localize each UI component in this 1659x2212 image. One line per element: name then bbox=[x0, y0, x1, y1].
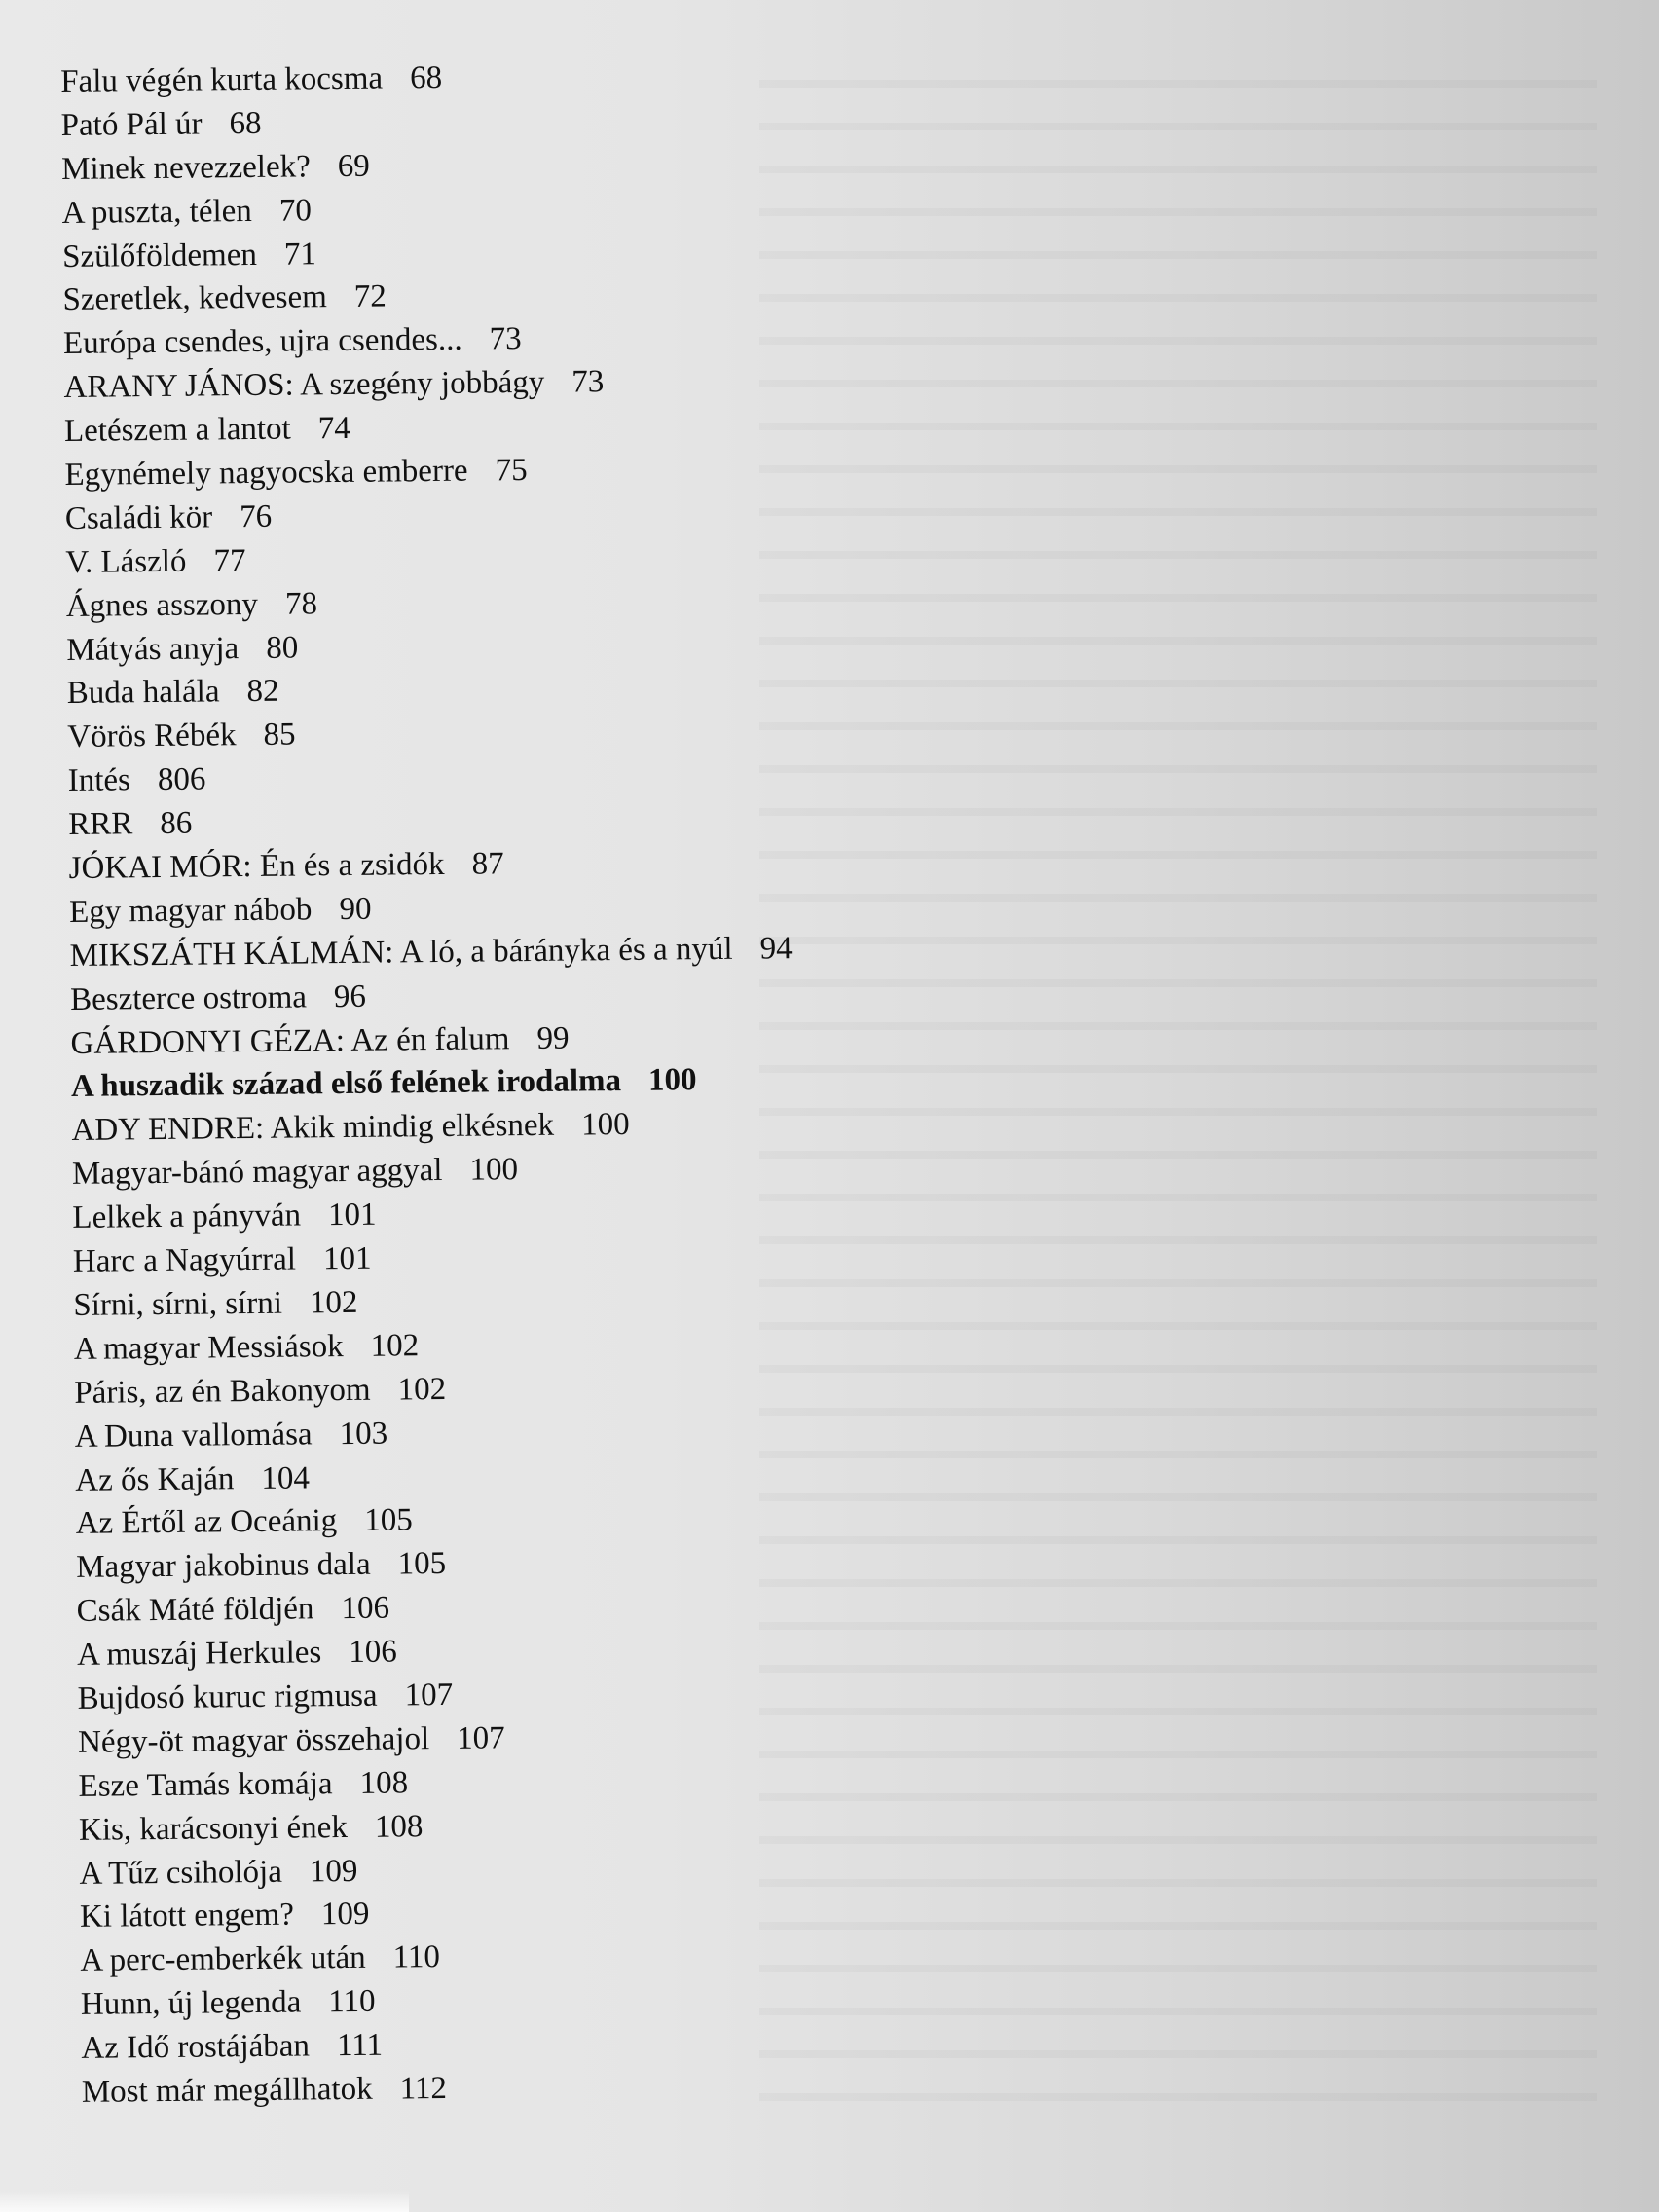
page-number: 110 bbox=[328, 1983, 376, 2020]
page-number: 96 bbox=[333, 978, 367, 1014]
entry-title: A magyar Messiások bbox=[73, 1328, 344, 1367]
entry-title: Az Értől az Oceánig bbox=[75, 1503, 338, 1542]
page-number: 112 bbox=[399, 2070, 448, 2107]
page-number: 100 bbox=[469, 1152, 519, 1188]
entry-title: Európa csendes, ujra csendes... bbox=[62, 322, 462, 362]
entry-title: Beszterce ostroma bbox=[69, 979, 308, 1017]
entry-title: Hunn, új legenda bbox=[80, 1984, 302, 2023]
entry-title: A Duna vallomása bbox=[74, 1416, 313, 1455]
page-number: 73 bbox=[571, 364, 605, 400]
page-number: 100 bbox=[647, 1062, 697, 1099]
entry-title: Magyar-bánó magyar aggyal bbox=[71, 1153, 443, 1193]
entry-title: Vörös Rébék bbox=[67, 718, 237, 756]
entry-title: Páris, az én Bakonyom bbox=[74, 1372, 371, 1411]
entry-title: Mátyás anyja bbox=[66, 630, 240, 668]
page-number: 111 bbox=[336, 2027, 384, 2064]
entry-title: Szeretlek, kedvesem bbox=[62, 279, 327, 318]
page-number: 105 bbox=[397, 1546, 447, 1582]
table-of-contents bbox=[60, 51, 1055, 2115]
page-number: 107 bbox=[404, 1677, 454, 1714]
entry-title: Egynémely nagyocska emberre bbox=[64, 453, 468, 493]
entry-title: Most már megállhatok bbox=[81, 2071, 373, 2110]
page-number: 94 bbox=[759, 930, 793, 967]
page-number: 806 bbox=[157, 761, 206, 798]
page-number: 72 bbox=[353, 278, 387, 315]
entry-title: Ágnes asszony bbox=[65, 586, 259, 624]
page-number: 73 bbox=[489, 321, 522, 357]
entry-title: V. László bbox=[65, 543, 187, 580]
entry-title: Buda halála bbox=[66, 674, 220, 712]
entry-title: Az ős Kaján bbox=[75, 1460, 235, 1498]
entry-title: ADY ENDRE: Akik mindig elkésnek bbox=[71, 1108, 555, 1149]
page-number: 70 bbox=[278, 192, 313, 229]
page-number: 109 bbox=[309, 1853, 358, 1889]
page-number: 102 bbox=[397, 1371, 447, 1408]
page-number: 90 bbox=[339, 891, 372, 927]
page-number: 75 bbox=[495, 453, 528, 489]
page-number: 103 bbox=[339, 1416, 388, 1452]
entry-title: Szülőföldemen bbox=[61, 237, 258, 275]
page-number: 68 bbox=[409, 59, 443, 96]
watermark bbox=[0, 2191, 409, 2212]
page-number: 102 bbox=[370, 1328, 420, 1364]
entry-title: A Tűz csiholója bbox=[79, 1854, 283, 1892]
entry-title: A muszáj Herkules bbox=[76, 1635, 322, 1673]
entry-title: Intés bbox=[67, 762, 131, 799]
entry-title: Sírni, sírni, sírni bbox=[73, 1285, 283, 1323]
entry-title: A puszta, télen bbox=[61, 193, 253, 231]
entry-title: JÓKAI MÓR: Én és a zsidók bbox=[68, 846, 445, 886]
page-number: 99 bbox=[536, 1020, 570, 1056]
entry-title: Bujdosó kuruc rigmusa bbox=[77, 1677, 378, 1716]
page-number: 74 bbox=[317, 411, 350, 447]
page-number: 109 bbox=[320, 1897, 370, 1933]
entry-title: Egy magyar nábob bbox=[68, 892, 313, 930]
page-number: 71 bbox=[283, 236, 317, 273]
toc-entry bbox=[82, 2060, 1055, 2114]
page-number: 100 bbox=[580, 1107, 630, 1143]
page-number: 101 bbox=[322, 1240, 372, 1277]
entry-title: Családi kör bbox=[64, 499, 213, 536]
page-number: 110 bbox=[392, 1939, 441, 1975]
entry-title: GÁRDONYI GÉZA: Az én falum bbox=[70, 1020, 510, 1061]
page-number: 102 bbox=[309, 1284, 358, 1321]
entry-title: Magyar jakobinus dala bbox=[76, 1547, 371, 1586]
page-number: 106 bbox=[341, 1590, 390, 1627]
page-number: 86 bbox=[160, 805, 193, 842]
entry-title: ARANY JÁNOS: A szegény jobbágy bbox=[63, 365, 545, 406]
page-number: 101 bbox=[327, 1197, 377, 1234]
page-number: 82 bbox=[246, 674, 279, 710]
page-number: 105 bbox=[364, 1502, 413, 1539]
entry-title: Pató Pál úr bbox=[60, 106, 203, 143]
entry-title: A perc-emberkék után bbox=[80, 1940, 366, 1979]
entry-title: Kis, karácsonyi ének bbox=[78, 1809, 349, 1848]
page-number: 108 bbox=[374, 1808, 424, 1845]
page-number: 78 bbox=[284, 585, 318, 622]
page-number: 106 bbox=[349, 1634, 397, 1671]
entry-title: Falu végén kurta kocsma bbox=[60, 60, 384, 99]
page-number: 69 bbox=[337, 148, 370, 184]
page-number: 85 bbox=[263, 717, 296, 754]
page-number: 104 bbox=[261, 1459, 311, 1496]
entry-title: Esze Tamás komája bbox=[78, 1765, 333, 1804]
entry-title: Minek nevezzelek? bbox=[60, 149, 311, 187]
page-number: 77 bbox=[213, 542, 246, 579]
entry-title: A huszadik század első felének irodalma bbox=[70, 1063, 622, 1105]
page-number: 87 bbox=[471, 846, 504, 882]
entry-title: MIKSZÁTH KÁLMÁN: A ló, a bárányka és a nyúl bbox=[69, 931, 733, 974]
entry-title: Csák Máté földjén bbox=[76, 1591, 314, 1630]
entry-title: Az Idő rostájában bbox=[81, 2028, 311, 2066]
entry-title: Lelkek a pányván bbox=[72, 1198, 302, 1236]
page-number: 68 bbox=[229, 105, 262, 142]
page-number: 108 bbox=[359, 1765, 409, 1801]
page-number: 107 bbox=[456, 1720, 505, 1756]
page-number: 76 bbox=[240, 498, 273, 535]
entry-title: Ki látott engem? bbox=[79, 1897, 295, 1936]
entry-title: RRR bbox=[68, 806, 133, 843]
entry-title: Letészem a lantot bbox=[63, 411, 291, 450]
page-number: 80 bbox=[266, 630, 299, 666]
entry-title: Harc a Nagyúrral bbox=[72, 1241, 297, 1279]
entry-title: Négy-öt magyar összehajol bbox=[77, 1720, 430, 1760]
